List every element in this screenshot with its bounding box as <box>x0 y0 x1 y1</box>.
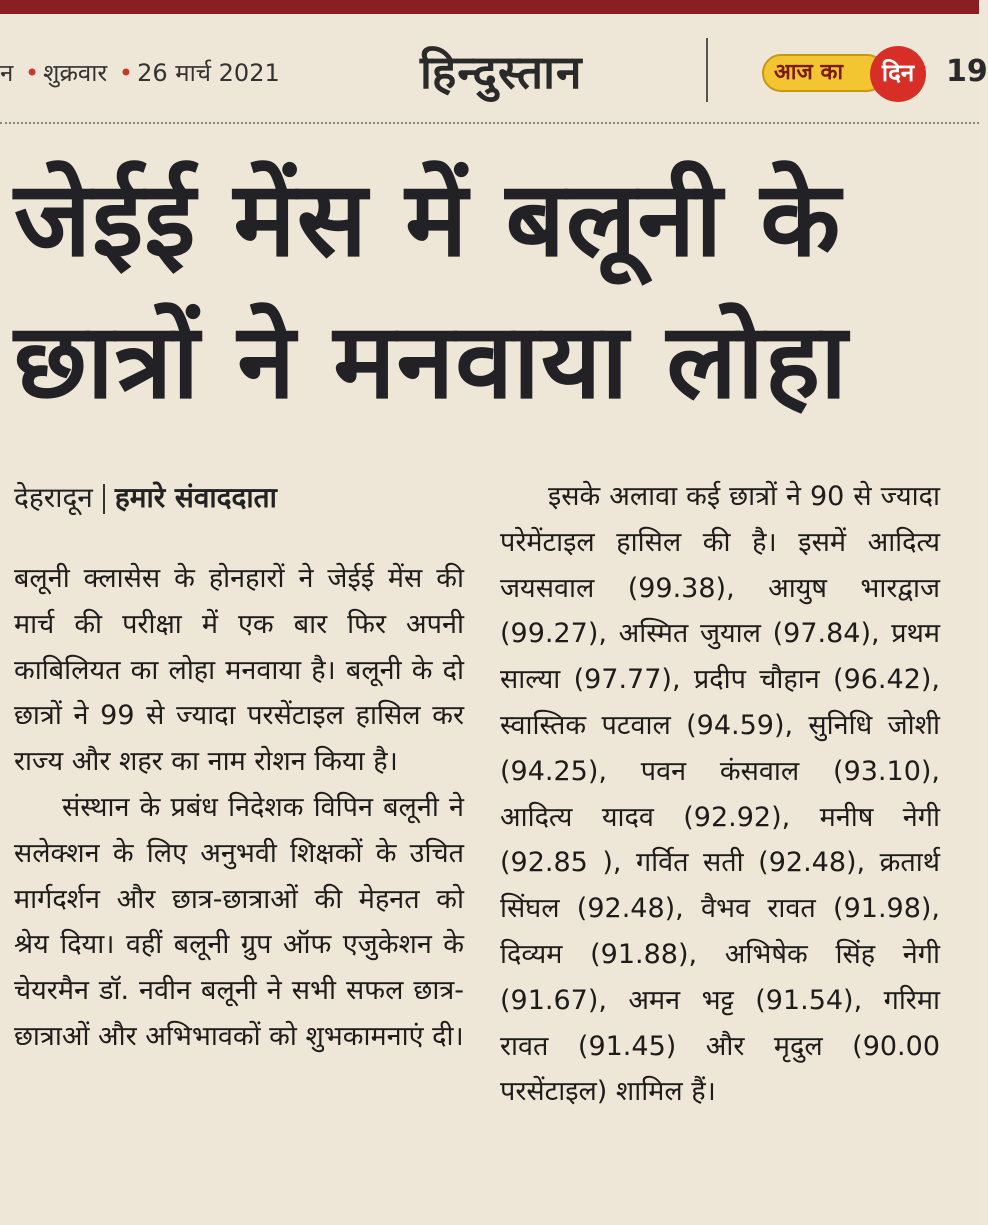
article-headline: जेईई मेंस में बलूनी के छात्रों ने मनवाया लोहा <box>14 158 849 422</box>
dateline <box>0 56 280 89</box>
byline-place: देहरादून <box>14 481 93 514</box>
dateline-day: शुक्रवार <box>43 59 108 87</box>
newspaper-masthead: हिन्दुस्तान <box>420 45 583 99</box>
dateline-bullet: • <box>118 59 134 87</box>
header-dotted-rule <box>0 122 979 124</box>
article-paragraph: इसके अलावा कई छात्रों ने 90 से ज्यादा परेमेंटाइल हासिल की है। इसमें आदित्य जयसवाल (99.38), आयुष भारद्वाज (99.27), अस्मित जुयाल (97.84), प्रथम साल्या (97.77), प्रदीप चौहान (96.42), स्वास्तिक पटवाल (94.59), सुनिधि जोशी (94.25), पवन कंसवाल (93.10), आदित्य यादव (92.92), मनीष नेगी (92.85 ), गर्वित सती (92.48), क्रतार्थ सिंघल (92.48), वैभव रावत (91.98), दिव्यम (91.88), अभिषेक सिंह नेगी (91.67), अमन भट्ट (91.54), गरिमा रावत (91.45) और मृदुल (90.00 परसेंटाइल) शामिल हैं। <box>500 481 940 1108</box>
header-divider <box>706 38 708 102</box>
byline-separator <box>103 484 105 514</box>
badge-label-right: दिन <box>870 46 926 102</box>
dateline-bullet: • <box>24 59 40 87</box>
article-column-right <box>500 474 940 1115</box>
top-color-rule <box>0 0 979 14</box>
byline-author: हमारे संवाददाता <box>114 481 277 514</box>
badge-label-left: आज का <box>762 54 886 92</box>
aaj-ka-din-badge <box>762 52 920 94</box>
article-column-left <box>14 556 464 1060</box>
article-paragraph: बलूनी क्लासेस के होनहारों ने जेईई मेंस की मार्च की परीक्षा में एक बार फिर अपनी काबिलियत का लोहा मनवाया है। बलूनी के दो छात्रों ने 99 से ज्यादा परसेंटाइल हासिल कर राज्य और शहर का नाम रोशन किया है। <box>14 563 464 778</box>
byline <box>14 478 277 516</box>
dateline-date: 26 मार्च 2021 <box>137 59 280 87</box>
dateline-place: न <box>0 59 14 87</box>
page-number: 19 <box>946 54 988 89</box>
article-paragraph: संस्थान के प्रबंध निदेशक विपिन बलूनी ने सलेक्शन के लिए अनुभवी शिक्षकों के उचित मार्गदर्शन और छात्र-छात्राओं की मेहनत को श्रेय दिया। वहीं बलूनी ग्रुप ऑफ एजुकेशन के चेयरमैन डॉ. नवीन बलूनी ने सभी सफल छात्र-छात्राओं और अभिभावकों को शुभकामनाएं दी। <box>14 791 464 1052</box>
